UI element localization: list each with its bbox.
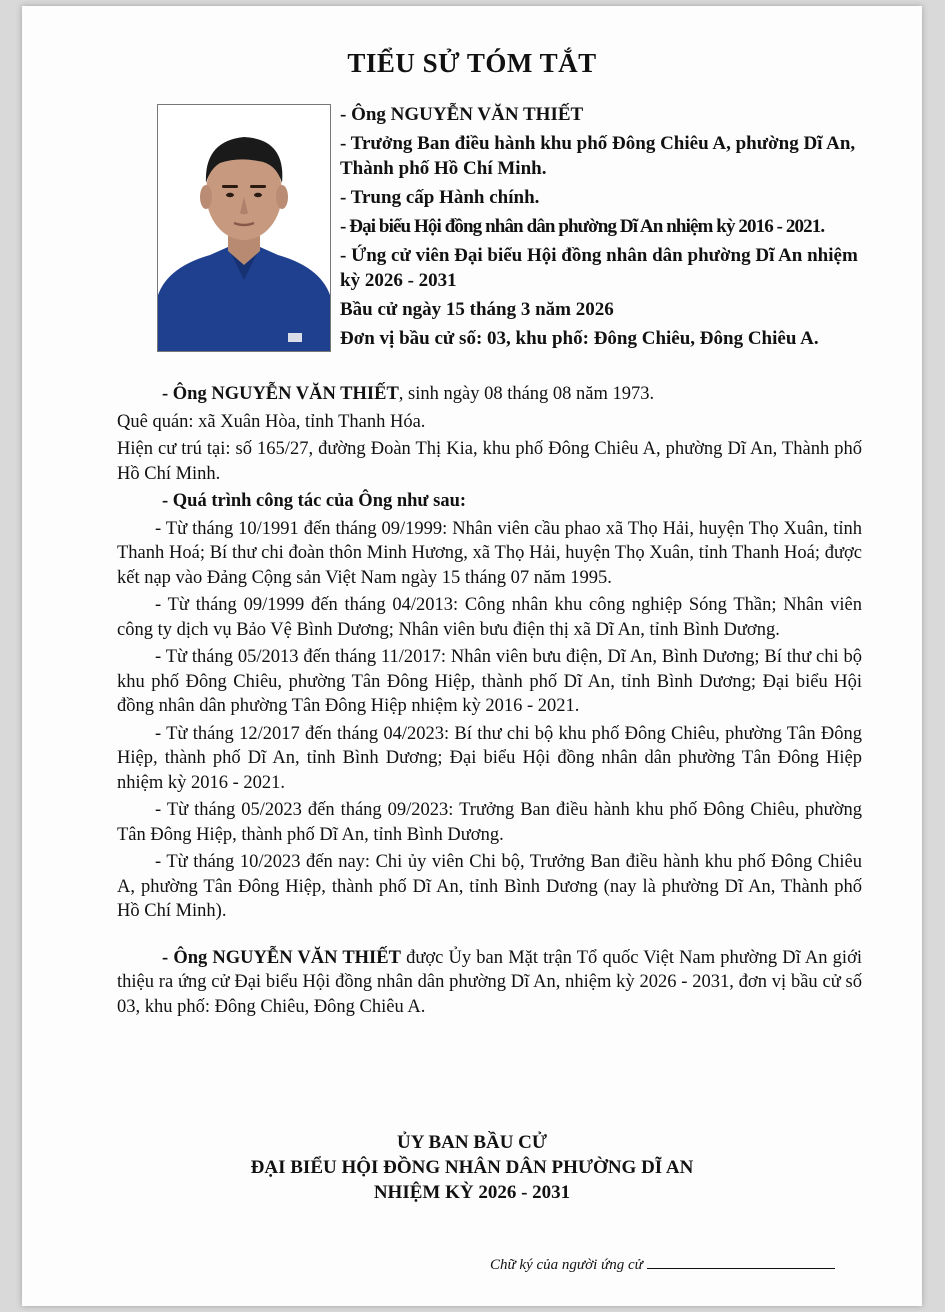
hometown-paragraph: Quê quán: xã Xuân Hòa, tỉnh Thanh Hóa.	[117, 411, 426, 432]
signature-label: Chữ ký của người ứng cử	[490, 1257, 643, 1273]
portrait-photo	[157, 104, 331, 352]
residence-paragraph: Hiện cư trú tại: số 165/27, đường Đoàn Thị Kia, khu phố Đông Chiêu A, phường Dĩ An, Thành phố Hồ Chí Minh.	[117, 439, 862, 484]
page-title: TIỂU SỬ TÓM TẮT	[347, 48, 597, 78]
candidate-position: - Trưởng Ban điều hành khu phố Đông Chiêu A, phường Dĩ An, Thành phố Hồ Chí Minh.	[340, 133, 856, 179]
nomination-text: được Ủy ban Mặt trận Tổ quốc Việt Nam phường Dĩ An giới thiệu ra ứng cử Đại biểu Hội đồng nhân dân phường Dĩ An, nhiệm kỳ 2026 - 2031, đơn vị bầu cử số 03, khu phố: Đông Chiêu, Đông Chiêu A.	[117, 947, 862, 1017]
election-date: Bầu cử ngày 15 tháng 3 năm 2026	[340, 299, 614, 320]
career-item: - Từ tháng 05/2023 đến tháng 09/2023: Trưởng Ban điều hành khu phố Đông Chiêu, phường Tân Đông Hiệp, thành phố Dĩ An, tỉnh Bình Dương.	[117, 800, 862, 845]
birth-paragraph	[117, 382, 862, 407]
career-item: - Từ tháng 12/2017 đến tháng 04/2023: Bí thư chi bộ khu phố Đông Chiêu, phường Tân Đông Hiệp, thành phố Dĩ An, tỉnh Bình Dương; Đại biểu Hội đồng nhân dân phường Tân Đông Hiệp nhiệm kỳ 2016 - 2021.	[117, 723, 862, 793]
signature-line	[647, 1254, 835, 1269]
nomination-name: - Ông NGUYỄN VĂN THIẾT	[162, 947, 401, 968]
career-item: - Từ tháng 09/1999 đến tháng 04/2013: Công nhân khu công nghiệp Sóng Thần; Nhân viên công ty dịch vụ Bảo Vệ Bình Dương; Nhân viên bưu điện thị xã Dĩ An, tỉnh Bình Dương.	[117, 595, 862, 640]
candidate-name: - Ông NGUYỄN VĂN THIẾT	[340, 104, 584, 125]
candidate-summary	[340, 102, 870, 355]
election-unit: Đơn vị bầu cử số: 03, khu phố: Đông Chiêu, Đông Chiêu A.	[340, 328, 819, 349]
candidate-nomination: - Ứng cử viên Đại biểu Hội đồng nhân dân phường Dĩ An nhiệm kỳ 2026 - 2031	[340, 245, 858, 291]
portrait-photo-icon	[158, 105, 330, 351]
biography-body	[117, 382, 862, 1022]
career-item: - Từ tháng 10/1991 đến tháng 09/1999: Nhân viên cầu phao xã Thọ Hải, huyện Thọ Xuân, tỉnh Thanh Hoá; Bí thư chi đoàn thôn Minh Hương, xã Thọ Hải, huyện Thọ Xuân, tỉnh Thanh Hoá; được kết nạp vào Đảng Cộng sản Việt Nam ngày 15 tháng 07 năm 1995.	[117, 518, 862, 588]
signature-block	[490, 1254, 835, 1274]
bio-name: - Ông NGUYỄN VĂN THIẾT	[162, 384, 399, 404]
candidate-education: - Trung cấp Hành chính.	[340, 187, 540, 208]
committee-line-3: NHIỆM KỲ 2026 - 2031	[373, 1182, 571, 1203]
election-committee-block	[22, 1130, 922, 1205]
career-item: - Từ tháng 05/2013 đến tháng 11/2017: Nhân viên bưu điện, Dĩ An, Bình Dương; Bí thư chi bộ khu phố Đông Chiêu, phường Tân Đông Hiệp, thành phố Dĩ An, tỉnh Bình Dương; Đại biểu Hội đồng nhân dân phường Tân Đông Hiệp nhiệm kỳ 2016 - 2021.	[117, 647, 862, 716]
committee-line-1: ỦY BAN BẦU CỬ	[396, 1132, 548, 1153]
career-heading: - Quá trình công tác của Ông như sau:	[162, 491, 467, 511]
career-item: - Từ tháng 10/2023 đến nay: Chi ủy viên Chi bộ, Trưởng Ban điều hành khu phố Đông Chiêu A, phường Tân Đông Hiệp, thành phố Dĩ An, tỉnh Bình Dương (nay là phường Dĩ An, Thành phố Hồ Chí Minh).	[117, 852, 862, 921]
document-page	[22, 6, 922, 1306]
candidate-previous-delegate: - Đại biểu Hội đồng nhân dân phường Dĩ An nhiệm kỳ 2016 - 2021.	[340, 216, 825, 237]
committee-line-2: ĐẠI BIỂU HỘI ĐỒNG NHÂN DÂN PHƯỜNG DĨ AN	[250, 1157, 694, 1178]
bio-birth: , sinh ngày 08 tháng 08 năm 1973.	[398, 384, 655, 404]
nomination-paragraph	[117, 946, 862, 1020]
